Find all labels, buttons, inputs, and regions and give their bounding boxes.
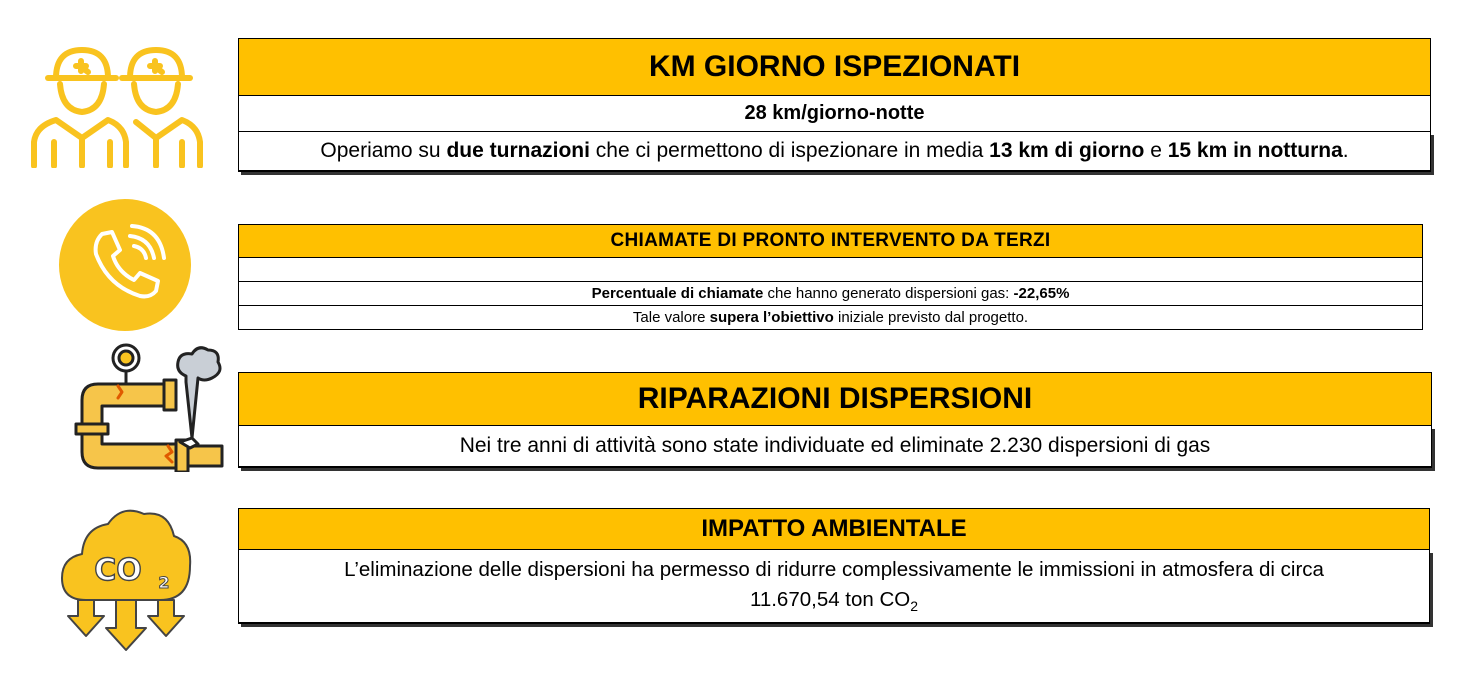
km-inspected-card	[238, 38, 1431, 172]
environmental-impact-description	[238, 550, 1430, 624]
leak-repairs-description: Nei tre anni di attività sono state individuate ed eliminate 2.230 dispersioni di gas	[238, 426, 1432, 468]
workers-icon	[28, 38, 218, 168]
environmental-impact-title: IMPATTO AMBIENTALE	[238, 508, 1430, 550]
emergency-calls-objective: Tale valore supera l’obiettivo iniziale previsto dal progetto.	[238, 306, 1423, 330]
emergency-calls-spacer	[238, 258, 1423, 282]
environmental-impact-line2: 11.670,54 ton $CO_2$	[749, 588, 919, 615]
emergency-calls-percentage: Percentuale di chiamate che hanno generato dispersioni gas: -22,65%	[238, 282, 1423, 306]
km-inspected-title: KM GIORNO ISPEZIONATI	[238, 38, 1431, 96]
km-highlight-value: 28 km/giorno-notte	[238, 96, 1431, 132]
leak-repairs-card	[238, 372, 1432, 468]
environmental-impact-card	[238, 508, 1430, 624]
leak-repairs-title: RIPARAZIONI DISPERSIONI	[238, 372, 1432, 426]
pipe-leak-icon	[68, 342, 224, 472]
environmental-impact-line1: L’eliminazione delle dispersioni ha permesso di ridurre complessivamente le immissioni in atmosfera di circa	[344, 558, 1324, 581]
co2-cloud-icon	[56, 500, 196, 652]
emergency-calls-card	[238, 224, 1423, 330]
co2-icon-subscript: 2	[158, 573, 170, 592]
emergency-calls-title: CHIAMATE DI PRONTO INTERVENTO DA TERZI	[238, 224, 1423, 258]
co2-icon-label: CO	[94, 553, 142, 588]
km-description: Operiamo su due turnazioni che ci permettono di ispezionare in media 13 km di giorno e 15 km in notturna.	[238, 132, 1431, 172]
phone-icon	[58, 198, 192, 332]
